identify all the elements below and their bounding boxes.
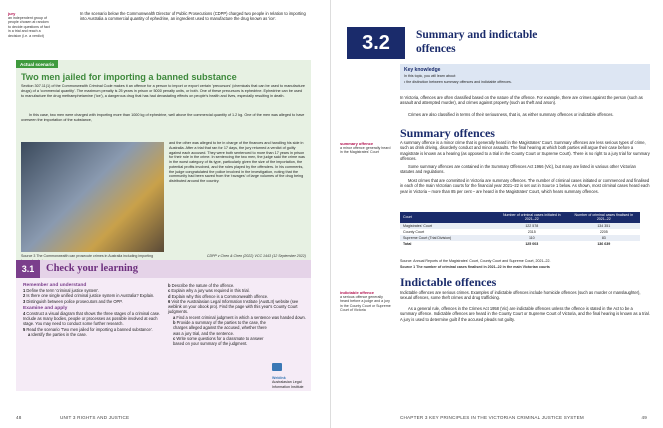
- glossary-definition: an independent group of people chosen at random to decide questions of fact in a trial and reach a decision (i.e. a verdict): [8, 16, 50, 38]
- check-col-left: [23, 283, 163, 337]
- key-knowledge-box: [400, 64, 650, 90]
- table-row: Magistrates' Court 122 578 134 351: [400, 223, 640, 229]
- scenario-paragraph-3: and the other was alleged to be in charge of the finances and handling his side in Australia. After a trial that ran for 17 days, the jury returned a verdict of guilty against each accused. They were both sentenced to more than 17 years in prison for their role in the crime. In sentencing the two men, the judge said the crime was in the worst category of its type, particularly given the size of the importation, the potential profits involved, and the roles played by the offenders. In his comments, the judge congratulated the police involved in the investigation, noting that the community had been saved from the 'ravages' of large volumes of the drug being distributed around the country.: [169, 141, 305, 183]
- table-row: Supreme Court (Trial Division) 110 83: [400, 235, 640, 241]
- indictable-paragraph-2: As a general rule, offences in the Crimes Act 1958 (Vic) are indictable offences unless the offence is stated in the Act to be a summary offence. Indictable offences are heard in the County Court or Supreme Court of Victoria, and the final hearing is known as a trial. A jury is used to determine guilt if the accused pleads not guilty.: [400, 306, 650, 322]
- check-title: Check your learning: [46, 263, 138, 274]
- footer-unit: UNIT 3 RIGHTS AND JUSTICE: [60, 415, 130, 420]
- key-knowledge-item: • the distinction between summary offences and indictable offences.: [404, 80, 512, 84]
- intro-paragraph-1: In Victoria, offences are often classified based on the nature of the offence. For example, there are crimes against the person (such as assault and attempted murder), and crimes against property (such as theft and arson).: [400, 95, 643, 106]
- question-5a: a Identify the parties in the case.: [28, 332, 87, 338]
- weblink-text: Australasian Legal Information Institute: [272, 380, 304, 389]
- table-header-row: [400, 212, 640, 223]
- intro-paragraph-2: Crimes are also classified in terms of their seriousness, that is, as either summary offences or indictable offences.: [408, 112, 614, 117]
- question-4: 4 Construct a visual diagram that shows the three stages of a criminal case. Include as many bodies, people or processes as possible involved at each stage. You may need to conduct some further research.: [23, 310, 161, 327]
- weblink-label: Weblink: [272, 376, 286, 380]
- question-6a: a Find a recent criminal judgment in which a sentence was handed down.: [173, 314, 306, 320]
- table-row: Total 125 003 136 639: [403, 242, 611, 247]
- glossary-term: jury: [8, 11, 16, 16]
- key-knowledge-intro: In this topic, you will learn about:: [404, 74, 456, 78]
- table-header: Number of criminal cases initiated in 2021–22: [496, 212, 568, 223]
- glossary-summary-offence: [340, 141, 392, 155]
- summary-paragraph-1: A summary offence is a minor crime that is generally heard in the Magistrates' Court. Summary offences are less serious types of crime, such as drink driving, disorderly conduct and minor assaults. The final hearing at which both parties will argue their case before a magistrate is known as a hearing (as opposed to a trial in the County Court or Supreme Court). There is no right to a jury trial for summary offences.: [400, 140, 650, 162]
- table-header: Court: [400, 212, 496, 223]
- glossary-definition: a minor offence generally heard in the Magistrates' Court: [340, 146, 391, 155]
- section-examine: Examine and apply: [23, 305, 68, 311]
- photo-caption: Source 3 The Commonwealth can prosecute crimes in Australia including importing: [21, 254, 154, 258]
- footer-page-number: 49: [641, 415, 647, 420]
- weblink[interactable]: [272, 358, 308, 389]
- cases-table: [400, 212, 640, 248]
- section-title: Summary and indictable offences: [416, 29, 538, 55]
- table-row: County Court 2315 2205: [403, 229, 608, 234]
- question-6: 6 Visit the Australasian Legal Information Institute (AustLII) website (see weblink on your obook pro). Find the page with this year's County Court judgments.: [168, 298, 299, 315]
- question-6b: b Provide a summary of the parties to the case, the charges alleged against the accused, whether there was a jury trial, and the sentence.: [173, 320, 267, 336]
- case-citation: CDPP v Chen & Chen (2022) VCC 1443 (12 September 2022): [206, 254, 306, 258]
- left-page: [0, 0, 331, 428]
- question-5: 5 Read the scenario 'Two men jailed for importing a banned substance'.: [23, 326, 153, 332]
- table-header: Number of criminal cases finalised in 2021–22: [568, 212, 640, 223]
- key-knowledge-title: Key knowledge: [404, 67, 441, 73]
- question-5b: b Describe the nature of the offence.: [168, 283, 235, 288]
- weblink-icon: [272, 363, 282, 371]
- summary-paragraph-3: Most crimes that are committed in Victoria are summary offences. The number of criminal cases initiated or commenced and finalised in each of the main Victorian courts for the financial year 2021–22 is set out in Source 1 below. As shown, most criminal cases heard each year in Victoria – more than 85 per cent – are heard in the Magistrates' Court, which hears summary offences.: [400, 178, 650, 194]
- indictable-paragraph-1: Indictable offences are serious crimes. Examples of indictable offences include homicide offences (such as murder or manslaughter), sexual offences, some theft crimes and drug trafficking.: [400, 290, 641, 301]
- summary-paragraph-2: Some summary offences are contained in the Summary Offences Act 1966 (Vic), but many are listed in various other Victorian statutes and regulations.: [400, 164, 636, 175]
- glossary-term: indictable offence: [340, 290, 375, 295]
- question-3: 3 Distinguish between police prosecutors and the OPP.: [23, 298, 123, 304]
- heading-indictable: Indictable offences: [400, 275, 497, 289]
- table-caption: Source 1 The number of criminal cases finalised in 2021–22 in the main Victorian courts: [400, 265, 550, 269]
- glossary-definition: a serious offence generally heard before a judge and a jury in the County Court or Supreme Court of Victoria: [340, 295, 391, 313]
- glossary-jury: [8, 11, 50, 38]
- scenario-paragraph-2: In this case, two men were charged with importing more than 1000 kg of ephedrine, well above the commercial quantity of 1.2 kg. One of the men was alleged to have overseen the importation of the substance,: [21, 113, 305, 122]
- question-5c: c Explain why a jury was required in this trial.: [168, 288, 250, 294]
- question-2: 2 Is there one single unified criminal justice system in Australia? Explain.: [23, 293, 155, 299]
- scenario-title: Two men jailed for importing a banned substance: [21, 72, 237, 82]
- question-5d: d Explain why this offence is a Commonwealth offence.: [168, 293, 269, 299]
- footer-page-number: 48: [16, 415, 22, 420]
- check-number: 3.1: [16, 260, 40, 278]
- heading-summary: Summary offences: [400, 126, 495, 140]
- scenario-box: [16, 60, 311, 260]
- question-1: 1 Define the term 'criminal justice system'.: [23, 288, 100, 293]
- check-col-right: [168, 283, 306, 347]
- intro-paragraph: In the scenario below the Commonwealth Director of Public Prosecutions (CDPP) charged two people in relation to importing into Australia a commercial quantity of ephedrine, an ingredient used to manufacture the drug known as 'ice'.: [80, 11, 306, 22]
- check-learning-body: [16, 278, 311, 391]
- right-page: [332, 0, 663, 428]
- check-learning-header: [16, 260, 311, 278]
- scenario-paragraph-1: Section 307.11(1) of the Commonwealth Criminal Code makes it an offence for a person to import or export certain 'precursors' (chemicals that can be used to manufacture drugs) of a 'commercial quantity'. The maximum penalty is 25 years in prison or 5000 penalty units, or both. One of these precursors is ephedrine. Ephedrine can be used to manufacture the drug methamphetamine ('ice'), a dangerous drug that has had devastating effects on people's health and lives, especially resulting in death.: [21, 84, 305, 98]
- footer-chapter: CHAPTER 3 KEY PRINCIPLES IN THE VICTORIAN CRIMINAL JUSTICE SYSTEM: [400, 415, 584, 420]
- table-source-note: Source: Annual Reports of the Magistrates' Court, County Court and Supreme Court, 2021–22.: [400, 259, 551, 263]
- section-remember: Remember and understand: [23, 283, 87, 288]
- warehouse-photo: [21, 142, 164, 252]
- glossary-term: summary offence: [340, 141, 374, 146]
- question-6c: c Write some questions for a classmate to answer based on your summary of the judgment.: [173, 335, 264, 347]
- section-number: 3.2: [347, 27, 405, 59]
- scenario-tag: Actual scenario: [16, 60, 58, 68]
- glossary-indictable-offence: [340, 290, 392, 313]
